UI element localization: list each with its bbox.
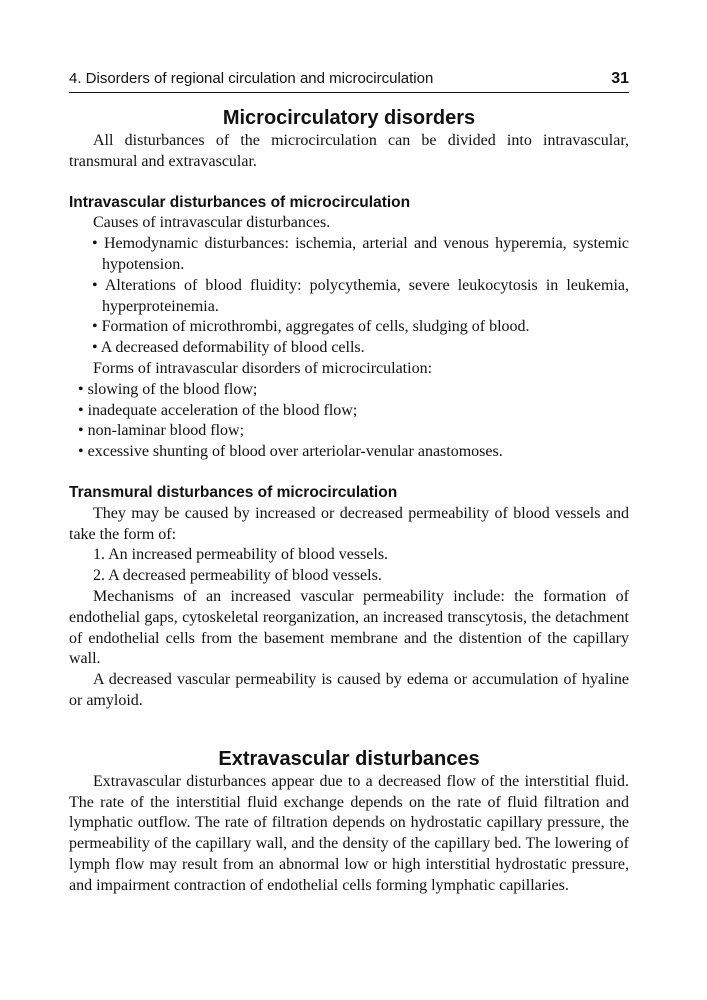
list-item: • inadequate acceleration of the blood flow;: [55, 401, 629, 422]
list-item: • Alterations of blood fluidity: polycythemia, severe leukocytosis in leukemia, hyperproteinemia.: [69, 276, 629, 318]
extravascular-paragraph: Extravascular disturbances appear due to a decreased flow of the interstitial fluid. The rate of the interstitial fluid exchange depends on the rate of fluid filtration and lymphatic outflow. The rate of filtration depends on hydrostatic capillary pressure, the permeability of the capillary wall, and the density of the capillary bed. The lowering of lymph flow may result from an abnormal low or high interstitial hydrostatic pressure, and impairment contraction of endothelial cells forming lymphatic capillaries.: [69, 772, 629, 894]
causes-intro: Causes of intravascular disturbances.: [93, 214, 331, 232]
forms-intro: Forms of intravascular disorders of microcirculation:: [93, 359, 433, 377]
list-item: • excessive shunting of blood over arteriolar-venular anastomoses.: [55, 442, 629, 463]
causes-list: [69, 234, 629, 359]
forms-list: [55, 380, 629, 463]
page: [69, 70, 629, 897]
list-item: • Formation of microthrombi, aggregates of cells, sludging of blood.: [69, 317, 629, 338]
running-head: [69, 70, 629, 93]
chapter-title: 4. Disorders of regional circulation and microcirculation: [69, 70, 434, 87]
transmural-item-1: 1. An increased permeability of blood vessels.: [93, 546, 389, 564]
section-title-extravascular: Extravascular disturbances: [218, 747, 480, 770]
list-item: • Hemodynamic disturbances: ischemia, arterial and venous hyperemia, systemic hypotension.: [69, 234, 629, 276]
transmural-item-2: 2. A decreased permeability of blood vessels.: [93, 567, 382, 585]
section-title-microcirculatory: Microcirculatory disorders: [222, 107, 476, 129]
list-item: • slowing of the blood flow;: [55, 380, 629, 401]
heading-intravascular: Intravascular disturbances of microcirculation: [69, 193, 411, 211]
page-number: 31: [611, 70, 629, 87]
heading-transmural: Transmural disturbances of microcirculation: [69, 483, 398, 501]
list-item: • non-laminar blood flow;: [55, 421, 629, 442]
transmural-intro: They may be caused by increased or decreased permeability of blood vessels and take the form of:: [69, 504, 629, 543]
mechanisms-paragraph: Mechanisms of an increased vascular permeability include: the formation of endothelial gaps, cytoskeletal reorganization, an increased transcytosis, the detachment of endothelial cells from the basement membrane and the distention of the capillary wall.: [69, 587, 629, 668]
list-item: • A decreased deformability of blood cells.: [69, 338, 629, 359]
decreased-permeability-paragraph: A decreased vascular permeability is caused by edema or accumulation of hyaline or amyloid.: [69, 671, 629, 709]
intro-paragraph: All disturbances of the microcirculation can be divided into intravascular, transmural and extravascular.: [69, 132, 629, 170]
